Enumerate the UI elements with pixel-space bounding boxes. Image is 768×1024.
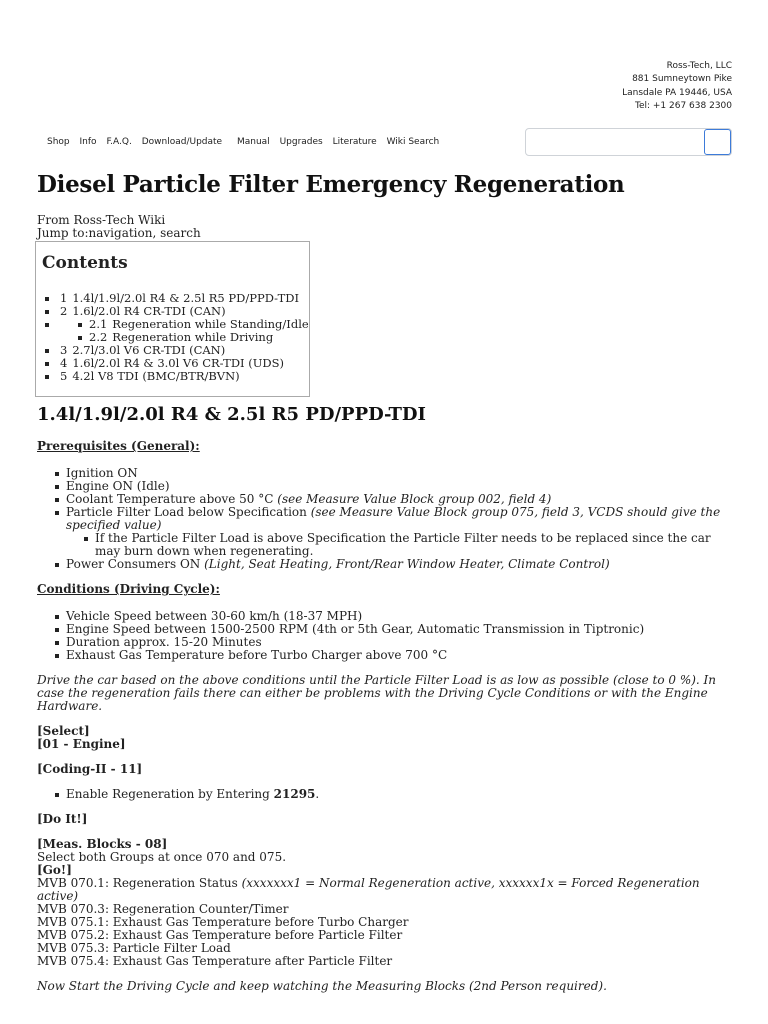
prerequisites-heading: Prerequisites (General):	[37, 439, 200, 453]
table-of-contents	[35, 241, 310, 397]
toc-item[interactable]: 2.2 Regeneration while Driving	[89, 331, 309, 344]
conditions-list	[37, 610, 737, 662]
mvb-line: MVB 075.3: Particle Filter Load	[37, 941, 231, 955]
prerequisites-list	[37, 467, 737, 571]
coding-label: [Coding-II - 11]	[37, 762, 143, 776]
nav-wiki-search[interactable]: Wiki Search	[386, 137, 440, 147]
nav-manual[interactable]: Manual	[236, 137, 270, 147]
jump-to: Jump to:navigation, search	[37, 226, 201, 240]
list-item: Duration approx. 15-20 Minutes	[66, 636, 737, 649]
select-label: [Select]	[37, 724, 90, 738]
address-line: Ross-Tech, LLC	[666, 61, 732, 71]
select-block	[37, 725, 737, 751]
coding-list	[37, 788, 737, 801]
nav-info[interactable]: Info	[79, 137, 97, 147]
do-it-label: [Do It!]	[37, 812, 88, 826]
list-item: Ignition ON	[66, 467, 737, 480]
list-item: Exhaust Gas Temperature before Turbo Charger above 700 °C	[66, 649, 737, 662]
from-wiki: From Ross-Tech Wiki	[37, 213, 166, 227]
drive-note: Drive the car based on the above conditions until the Particle Filter Load is as low as possible (close to 0 %). In case the regeneration fails there can either be problems with the Driving Cycle Conditions or with the Engine Hardware.	[37, 673, 717, 713]
toc-item[interactable]: 1 1.4l/1.9l/2.0l R4 & 2.5l R5 PD/PPD-TDI	[60, 292, 309, 305]
address-line: 881 Sumneytown Pike	[632, 74, 732, 85]
engine-label: [01 - Engine]	[37, 737, 126, 751]
toc-item[interactable]: 4 1.6l/2.0l R4 & 3.0l V6 CR-TDI (UDS)	[60, 357, 309, 370]
address-line: Tel: +1 267 638 2300	[634, 100, 732, 111]
nav-faq[interactable]: F.A.Q.	[106, 137, 132, 147]
address-line: Lansdale PA 19446, USA	[622, 87, 732, 98]
list-item: If the Particle Filter Load is above Specification the Particle Filter needs to be replaced since the car may burn down when regenerating.	[95, 532, 737, 558]
final-note: Now Start the Driving Cycle and keep watching the Measuring Blocks (2nd Person required).	[37, 979, 607, 993]
toc-item[interactable]: 2 1.6l/2.0l R4 CR-TDI (CAN)	[60, 305, 309, 318]
list-item: Engine Speed between 1500-2500 RPM (4th or 5th Gear, Automatic Transmission in Tiptronic)	[66, 623, 737, 636]
top-navigation	[47, 136, 446, 149]
section-heading: 1.4l/1.9l/2.0l R4 & 2.5l R5 PD/PPD-TDI	[37, 404, 426, 425]
nav-upgrades[interactable]: Upgrades	[279, 137, 323, 147]
list-item: Power Consumers ON (Light, Seat Heating, Front/Rear Window Heater, Climate Control)	[66, 558, 737, 571]
jump-search-link[interactable]: search	[160, 226, 201, 240]
toc-title: Contents	[42, 253, 128, 273]
go-label: [Go!]	[37, 863, 72, 877]
toc-item[interactable]: 3 2.7l/3.0l V6 CR-TDI (CAN)	[60, 344, 309, 357]
jump-navigation-link[interactable]: navigation	[88, 226, 153, 240]
toc-item[interactable]: 5 4.2l V8 TDI (BMC/BTR/BVN)	[60, 370, 309, 383]
select-groups: Select both Groups at once 070 and 075.	[37, 850, 287, 864]
mvb-line: MVB 070.1: Regeneration Status (xxxxxxx1 = Normal Regeneration active, xxxxxx1x = Forced Regeneration active)	[37, 876, 700, 903]
mvb-line: MVB 075.2: Exhaust Gas Temperature before Particle Filter	[37, 928, 403, 942]
toc-item[interactable]: 2.1 Regeneration while Standing/Idle	[89, 317, 309, 331]
page-title: Diesel Particle Filter Emergency Regeneration	[37, 171, 625, 198]
meas-label: [Meas. Blocks - 08]	[37, 837, 168, 851]
search-input[interactable]	[525, 128, 732, 156]
list-item: Particle Filter Load below Specification (see Measure Value Block group 075, field 3, VCDS should give the specified value) If the Particle Filter Load is above Specification the Particle Filter needs to be replaced since the car may burn down when regenerating.	[66, 506, 737, 558]
list-item: Engine ON (Idle)	[66, 480, 737, 493]
nav-literature[interactable]: Literature	[332, 137, 377, 147]
nested-list	[95, 532, 737, 558]
conditions-heading: Conditions (Driving Cycle):	[37, 582, 220, 596]
list-item: Coolant Temperature above 50 °C (see Measure Value Block group 002, field 4)	[66, 493, 737, 506]
mvb-line: MVB 070.3: Regeneration Counter/Timer	[37, 902, 289, 916]
nav-shop[interactable]: Shop	[47, 137, 70, 147]
list-item: Enable Regeneration by Entering 21295.	[66, 788, 737, 801]
measuring-block	[37, 838, 737, 968]
company-address	[622, 60, 732, 113]
mvb-line: MVB 075.1: Exhaust Gas Temperature before Turbo Charger	[37, 915, 409, 929]
nav-download-update[interactable]: Download/Update	[141, 137, 223, 147]
mvb-line: MVB 075.4: Exhaust Gas Temperature after Particle Filter	[37, 954, 393, 968]
toc-list	[60, 292, 309, 383]
list-item: Vehicle Speed between 30-60 km/h (18-37 MPH)	[66, 610, 737, 623]
search-button[interactable]	[704, 129, 731, 155]
section-content	[37, 440, 737, 1005]
page-subtitle	[37, 214, 201, 240]
